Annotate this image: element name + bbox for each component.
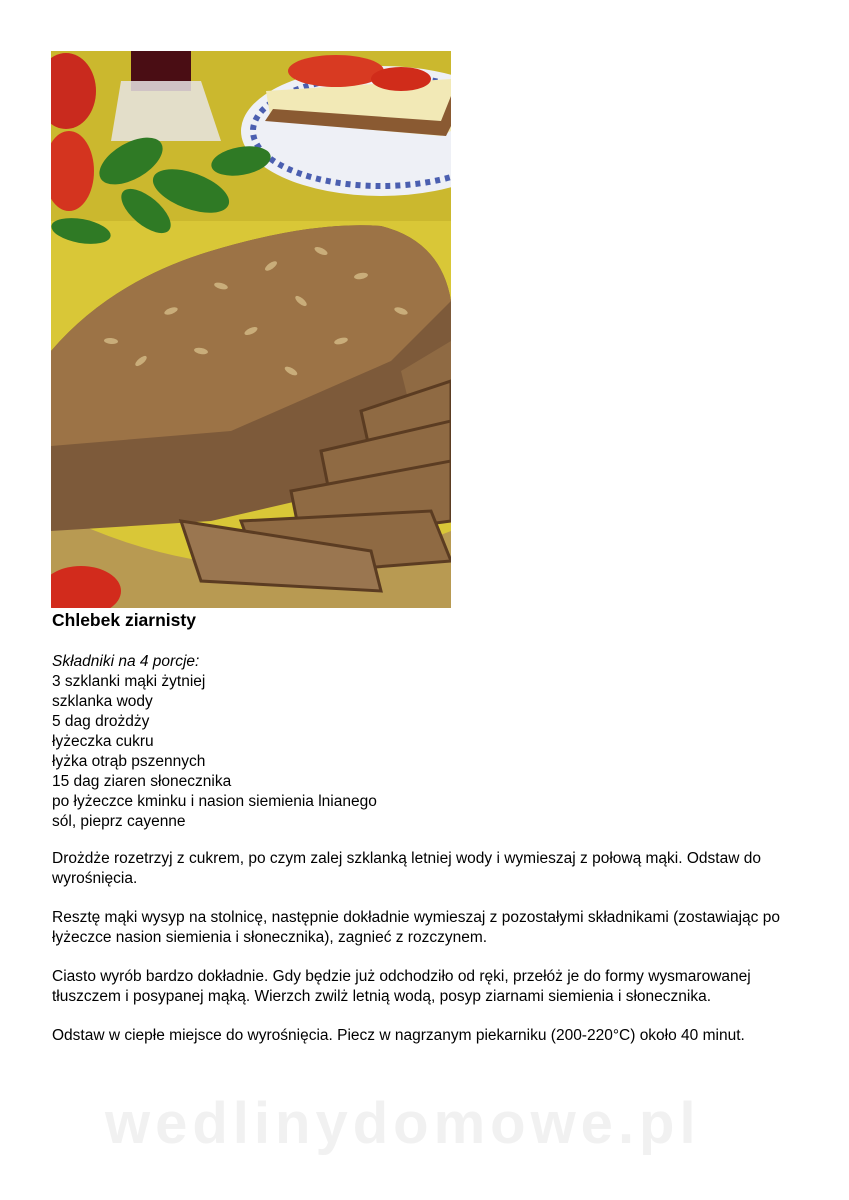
instruction-step: Drożdże rozetrzyj z cukrem, po czym zalej szklanką letniej wody i wymieszaj z połową mąki. Odstaw do wyrośnięcia. <box>52 850 761 887</box>
watermark: wedlinydomowe.pl <box>105 1091 701 1156</box>
ingredients-header: Składniki na 4 porcje: <box>52 653 200 670</box>
ingredient-item: szklanka wody <box>52 693 153 710</box>
ingredient-item: łyżeczka cukru <box>52 733 154 750</box>
ingredient-item: sól, pieprz cayenne <box>52 813 186 830</box>
instruction-step: Odstaw w ciepłe miejsce do wyrośnięcia. Piecz w nagrzanym piekarniku (200-220°C) około 40 minut. <box>52 1027 745 1044</box>
recipe-title: Chlebek ziarnisty <box>52 610 196 630</box>
ingredient-item: 3 szklanki mąki żytniej <box>52 673 206 690</box>
bread-photo <box>51 51 451 608</box>
ingredients-list <box>52 652 377 832</box>
ingredient-item: po łyżeczce kminku i nasion siemienia lnianego <box>52 793 377 810</box>
instruction-step: Ciasto wyrób bardzo dokładnie. Gdy będzie już odchodziło od ręki, przełóż je do formy wysmarowanej tłuszczem i posypanej mąką. Wierzch zwilż letnią wodą, posyp ziarnami siemienia i słonecznika. <box>52 968 751 1005</box>
ingredient-item: 5 dag drożdży <box>52 713 150 730</box>
instructions <box>52 849 812 1065</box>
ingredient-item: 15 dag ziaren słonecznika <box>52 773 232 790</box>
instruction-step: Resztę mąki wysyp na stolnicę, następnie dokładnie wymieszaj z pozostałymi składnikami (zostawiając po łyżeczce nasion siemienia i słonecznika), zagnieć z rozczynem. <box>52 909 780 946</box>
ingredient-item: łyżka otrąb pszennych <box>52 753 206 770</box>
